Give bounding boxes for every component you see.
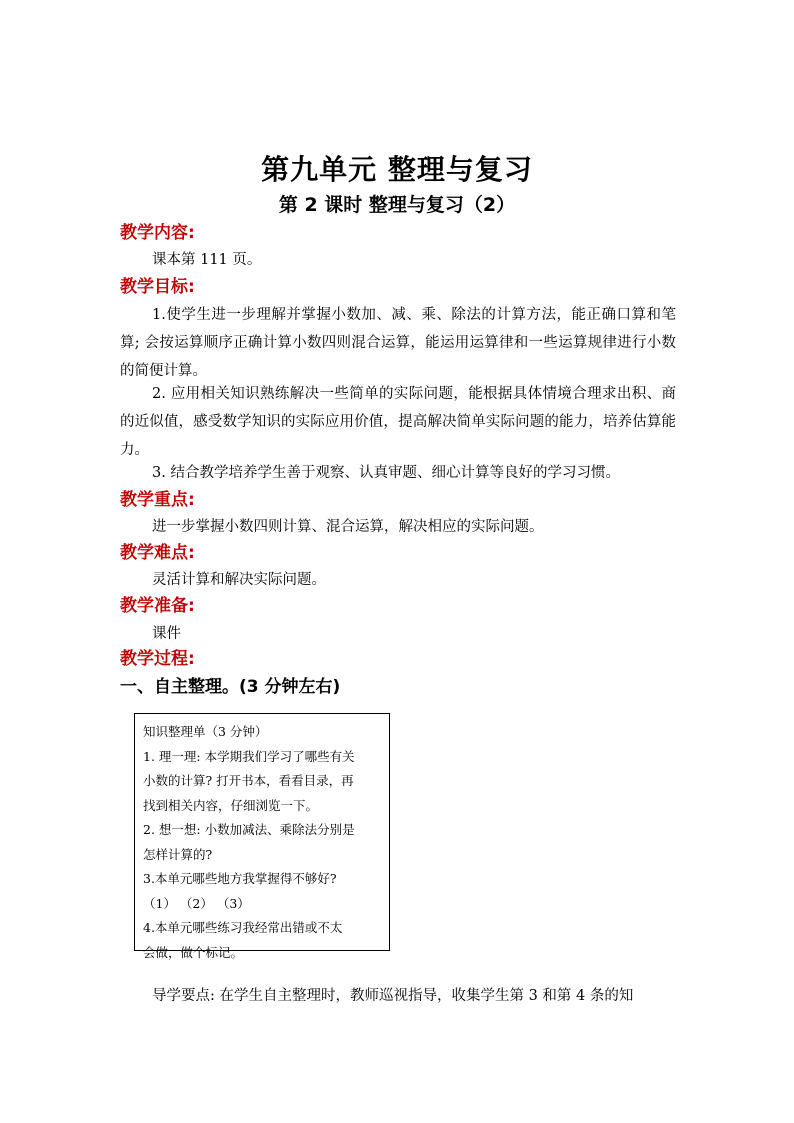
heading-difficulties: 教学难点: bbox=[120, 543, 195, 563]
box-line: 怎样计算的? bbox=[143, 846, 213, 862]
goal-item-1: 1.使学生进一步理解并掌握小数加、减、乘、除法的计算方法，能正确口算和笔算; 会按运算顺序正确计算小数四则混合运算，能运用运算律和一些运算规律进行小数的简便计算。 bbox=[120, 307, 676, 379]
goal-item-3: 3. 结合教学培养学生善于观察、认真审题、细心计算等良好的学习习惯。 bbox=[152, 465, 620, 481]
box-line: 找到相关内容，仔细浏览一下。 bbox=[143, 797, 319, 813]
box-line: 知识整理单（3 分钟） bbox=[143, 724, 268, 739]
box-line: （1） （2） （3） bbox=[143, 895, 250, 911]
box-line: 1. 理一理: 本学期我们学习了哪些有关 bbox=[143, 748, 355, 764]
heading-content: 教学内容: bbox=[120, 223, 195, 243]
heading-preparation: 教学准备: bbox=[120, 596, 195, 616]
key-points-text: 进一步掌握小数四则计算、混合运算，解决相应的实际问题。 bbox=[152, 519, 544, 535]
knowledge-sheet-box bbox=[134, 713, 390, 960]
heading-process: 教学过程: bbox=[120, 649, 195, 669]
box-line: 小数的计算? 打开书本，看看目录，再 bbox=[143, 773, 354, 788]
box-line: 会做，做个标记。 bbox=[143, 944, 244, 960]
guide-points-text: 导学要点: 在学生自主整理时，教师巡视指导，收集学生第 3 和第 4 条的知 bbox=[152, 988, 634, 1004]
box-line: 4.本单元哪些练习我经常出错或不太 bbox=[143, 920, 343, 935]
page-title: 第九单元 整理与复习 bbox=[261, 153, 533, 186]
heading-key-points: 教学重点: bbox=[120, 490, 195, 510]
preparation-text: 课件 bbox=[152, 626, 181, 642]
page-subtitle: 第 2 课时 整理与复习（2） bbox=[278, 194, 516, 216]
box-line: 2. 想一想: 小数加减法、乘除法分别是 bbox=[143, 822, 355, 837]
goal-item-2: 2. 应用相关知识熟练解决一些简单的实际问题，能根据具体情境合理求出积、商的近似值，感受数学知识的实际应用价值，提高解决简单实际问题的能力，培养估算能力。 bbox=[120, 386, 676, 458]
content-text: 课本第 111 页。 bbox=[152, 252, 262, 268]
difficulties-text: 灵活计算和解决实际问题。 bbox=[152, 572, 326, 588]
heading-goals: 教学目标: bbox=[120, 277, 195, 297]
box-line: 3.本单元哪些地方我掌握得不够好? bbox=[143, 871, 337, 886]
section-self-organize: 一、自主整理。(3 分钟左右) bbox=[120, 677, 341, 697]
